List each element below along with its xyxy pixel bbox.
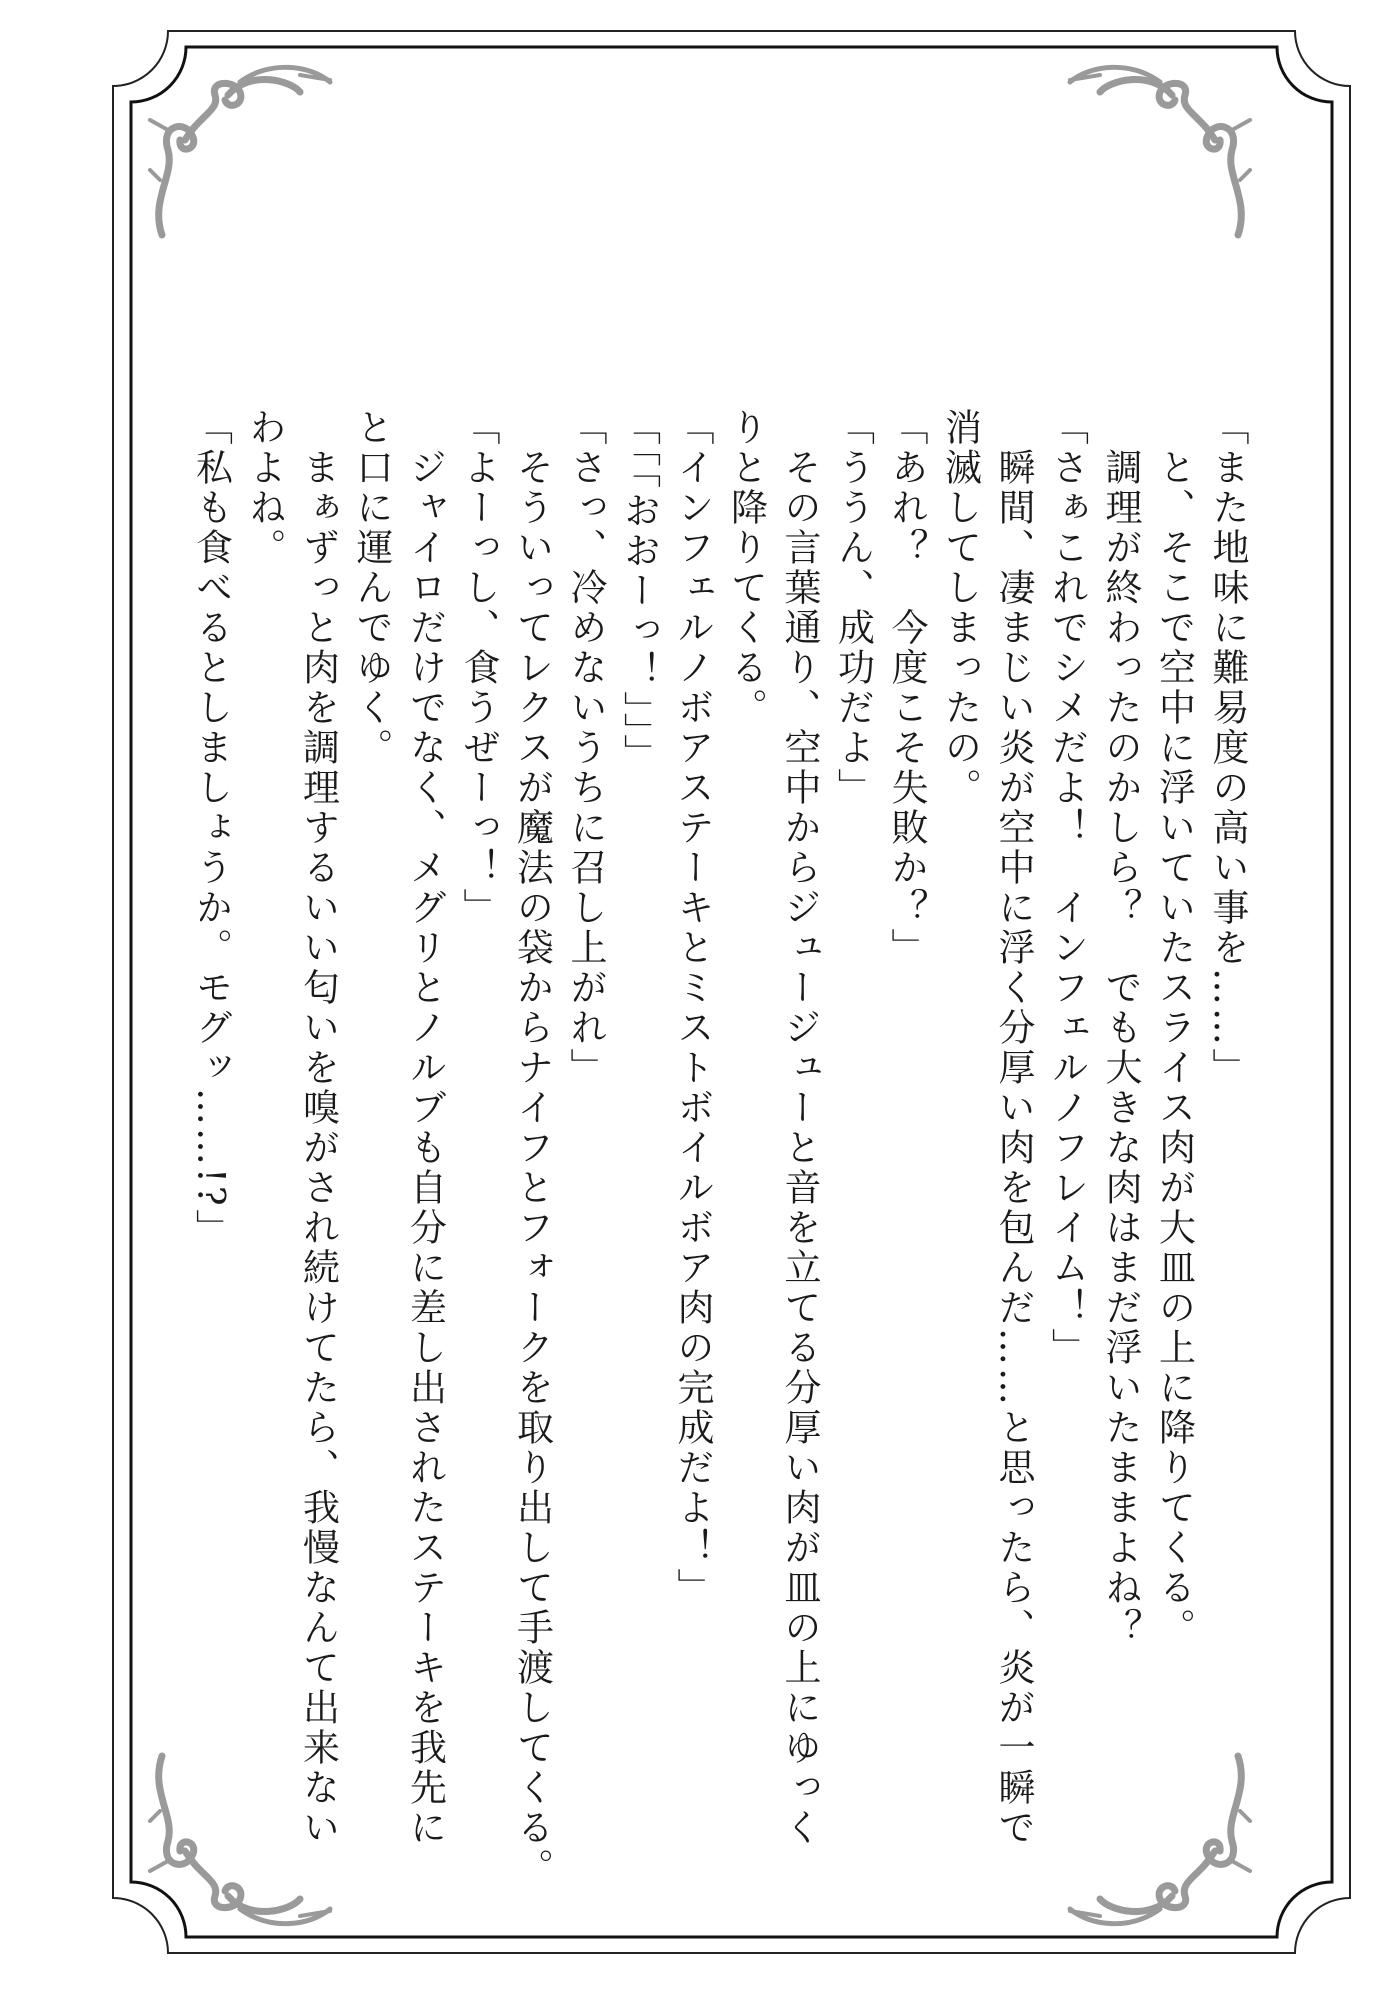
text-line: 「また地味に難易度の高い事を……」	[1206, 408, 1249, 1088]
text-line: 瞬間、凄まじい炎が空中に浮く分厚い肉を包んだ……と思ったら、炎が一瞬で	[992, 408, 1035, 1848]
text-line: りと降りてくる。	[724, 408, 768, 728]
text-line: 「「「おおーっ！」」」	[617, 408, 661, 774]
text-line: そういってレクスが魔法の袋からナイフとフォークを取り出して手渡してくる。	[510, 408, 554, 1888]
text-line: 「私も食べるとしましょうか。モグッ……!?」	[189, 408, 233, 1249]
text-line: ジャイロだけでなく、メグリとノルブも自分に差し出されたステーキを我先に	[403, 408, 447, 1848]
text-line: その言葉通り、空中からジュージューと音を立てる分厚い肉が皿の上にゆっく	[778, 408, 821, 1848]
text-line: と、そこで空中に浮いていたスライス肉が大皿の上に降りてくる。	[1152, 408, 1196, 1648]
text-line: 消滅してしまったの。	[938, 408, 982, 808]
text-line: 「さぁこれでシメだよ！ インフェルノフレイム！」	[1045, 408, 1089, 1368]
text-line: まぁずっと肉を調理するいい匂いを嗅がされ続けてたら、我慢なんて出来ない	[296, 408, 340, 1848]
text-line: 「あれ？ 今度こそ失敗か？」	[885, 408, 928, 968]
text-line: 「よーっし、食うぜーっ！」	[457, 408, 500, 928]
ornament-top-right-icon	[1070, 67, 1250, 235]
text-line: わよね。	[243, 408, 286, 568]
ornament-top-left-icon	[150, 67, 330, 235]
text-line: 「インフェルノボアステーキとミストボイルボア肉の完成だよ！」	[671, 408, 714, 1608]
text-line: 調理が終わったのかしら？ でも大きな肉はまだ浮いたままよね？	[1099, 408, 1142, 1648]
text-line: 「さっ、冷めないうちに召し上がれ」	[564, 408, 607, 1088]
text-line: と口に運んでゆく。	[350, 408, 393, 768]
ornament-bottom-right-icon	[1070, 1756, 1250, 1924]
vertical-body-text	[184, 408, 1254, 1888]
text-line: 「ううん、成功だよ」	[831, 408, 875, 808]
